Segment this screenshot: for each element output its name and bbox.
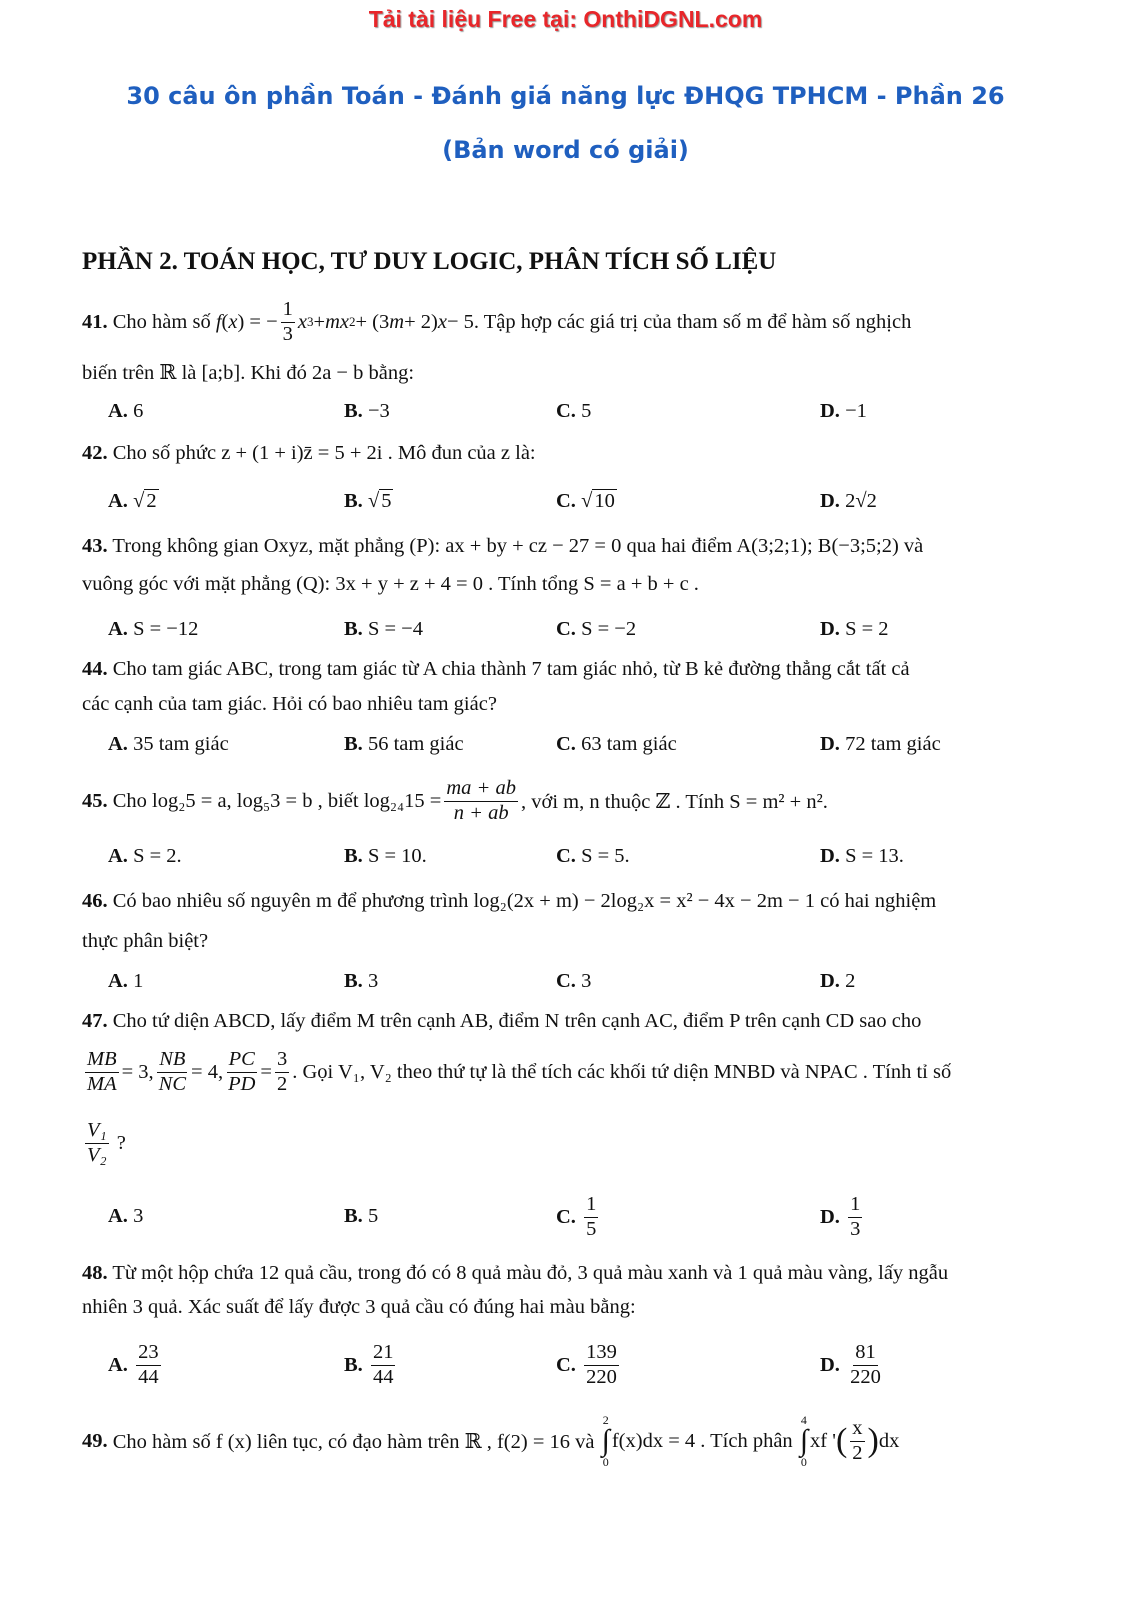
option-c[interactable]: C. 3 <box>556 970 592 992</box>
question-47-line3: $\frac{\text{V₁}}{\text{V₂}}$ ? <box>87 1118 126 1166</box>
document-subtitle: (Bản word có giải) <box>442 136 689 164</box>
option-c[interactable]: C. 5 <box>556 400 592 422</box>
option-b[interactable]: B. √5 <box>344 490 392 512</box>
option-d[interactable]: D. 72 tam giác <box>820 733 941 755</box>
option-a[interactable]: A. 1 <box>108 970 144 992</box>
question-text: Cho hàm số <box>112 310 211 333</box>
option-b[interactable]: B. S = 10. <box>344 845 427 867</box>
fraction-one-third: $\frac{1}{3}$ <box>282 297 293 345</box>
option-d[interactable]: D. $\frac{81}{220}$ <box>820 1340 881 1388</box>
option-b[interactable]: B. $\frac{21}{44}$ <box>344 1340 394 1388</box>
section-heading: PHẦN 2. TOÁN HỌC, TƯ DUY LOGIC, PHÂN TÍCH SỐ LIỆU <box>82 248 777 275</box>
question-48: 48. Từ một hộp chứa 12 quả cầu, trong đó có 8 quả màu đỏ, 3 quả màu xanh và 1 quả màu vàng, lấy ngẫu <box>82 1262 949 1284</box>
question-42: 42. Cho số phức z + (1 + i)z̄ = 5 + 2i . Mô đun của z là: <box>82 442 536 464</box>
option-a[interactable]: A. $\frac{23}{44}$ <box>108 1340 159 1388</box>
option-a[interactable]: A. 35 tam giác <box>108 733 229 755</box>
question-41: 41. Cho hàm số f ( x ) = − $\frac{1}{3}$ x 3 + mx 2 + (3 m + 2) x − 5 . Tập hợp các giá trị của tham số m để hàm số nghịch <box>82 297 912 345</box>
integral-sign: 2 ∫ 0 <box>601 1413 610 1469</box>
option-a[interactable]: A. 6 <box>108 400 144 422</box>
question-text-tail: . Tập hợp các giá trị của tham số m để hàm số nghịch <box>473 310 912 333</box>
option-c[interactable]: C. $\frac{139}{220}$ <box>556 1340 617 1388</box>
option-b[interactable]: B. −3 <box>344 400 390 422</box>
integral-sign: 4 ∫ 0 <box>799 1413 809 1469</box>
question-41-line2: biến trên ℝ là [a;b]. Khi đó 2a − b bằng: <box>82 362 415 384</box>
question-47: 47. Cho tứ diện ABCD, lấy điểm M trên cạnh AB, điểm N trên cạnh AC, điểm P trên cạnh CD sao cho <box>82 1010 922 1032</box>
option-b[interactable]: B. S = −4 <box>344 618 423 640</box>
option-d[interactable]: D. 2 <box>820 970 856 992</box>
option-a[interactable]: A. 3 <box>108 1205 144 1227</box>
question-46-line2: thực phân biệt? <box>82 930 209 952</box>
option-c[interactable]: C. S = −2 <box>556 618 637 640</box>
question-49: 49. Cho hàm số f (x) liên tục, có đạo hàm trên ℝ , f(2) = 16 và 2 ∫ 0 f(x)dx = 4 . Tích phân 4 ∫ 0 xf ' ( $\frac{x}{2}$ ) dx <box>82 1413 900 1469</box>
option-a[interactable]: A. S = 2. <box>108 845 182 867</box>
document-title: 30 câu ôn phần Toán - Đánh giá năng lực ĐHQG TPHCM - Phần 26 <box>126 82 1005 110</box>
option-d[interactable]: D. −1 <box>820 400 867 422</box>
option-d[interactable]: D. S = 2 <box>820 618 889 640</box>
question-44-line2: các cạnh của tam giác. Hỏi có bao nhiêu tam giác? <box>82 693 497 715</box>
option-b[interactable]: B. 3 <box>344 970 379 992</box>
question-44: 44. Cho tam giác ABC, trong tam giác từ A chia thành 7 tam giác nhỏ, từ B kẻ đường thẳng cắt tất cả <box>82 658 910 680</box>
question-43: 43. Trong không gian Oxyz, mặt phẳng (P): ax + by + cz − 27 = 0 qua hai điểm A(3;2;1); B(−3;5;2) và <box>82 535 924 557</box>
option-c[interactable]: C. √10 <box>556 490 615 512</box>
question-43-line2: vuông góc với mặt phẳng (Q): 3x + y + z + 4 = 0 . Tính tổng S = a + b + c . <box>82 573 699 595</box>
option-d[interactable]: D. 2√2 <box>820 490 877 512</box>
option-a[interactable]: A. S = −12 <box>108 618 199 640</box>
question-45: 45. Cho log₂5 = a, log₅3 = b , biết log₂₄15 = $\frac{ma + ab}{n + ab}$ , với m, n thuộc ℤ . Tính S = m² + n². <box>82 776 828 824</box>
question-48-line2: nhiên 3 quả. Xác suất để lấy được 3 quả cầu có đúng hai màu bằng: <box>82 1296 636 1318</box>
option-a[interactable]: A. √2 <box>108 490 157 512</box>
question-47-line2: $\frac{MB}{MA}$ = 3, $\frac{NB}{NC}$ = 4, $\frac{PC}{PD}$ = $\frac{3}{2}$ . Gọi V₁, V₂ theo thứ tự là thể tích các khối tứ diện MNBD và NPAC . Tính tỉ số <box>87 1047 952 1095</box>
fraction: $\frac{ma + ab}{n + ab}$ <box>446 776 517 824</box>
option-d[interactable]: D. $\frac{1}{3}$ <box>820 1192 861 1240</box>
question-46: 46. Có bao nhiêu số nguyên m để phương trình log₂(2x + m) − 2log₂x = x² − 4x − 2m − 1 có hai nghiệm <box>82 890 937 912</box>
function-formula: f <box>215 310 222 333</box>
option-b[interactable]: B. 56 tam giác <box>344 733 464 755</box>
option-d[interactable]: D. S = 13. <box>820 845 904 867</box>
question-number: 41. <box>82 310 108 333</box>
option-c[interactable]: C. 63 tam giác <box>556 733 677 755</box>
site-banner[interactable]: Tải tài liệu Free tại: OnthiDGNL.com <box>368 6 763 32</box>
option-c[interactable]: C. S = 5. <box>556 845 630 867</box>
option-c[interactable]: C. $\frac{1}{5}$ <box>556 1192 597 1240</box>
option-b[interactable]: B. 5 <box>344 1205 379 1227</box>
